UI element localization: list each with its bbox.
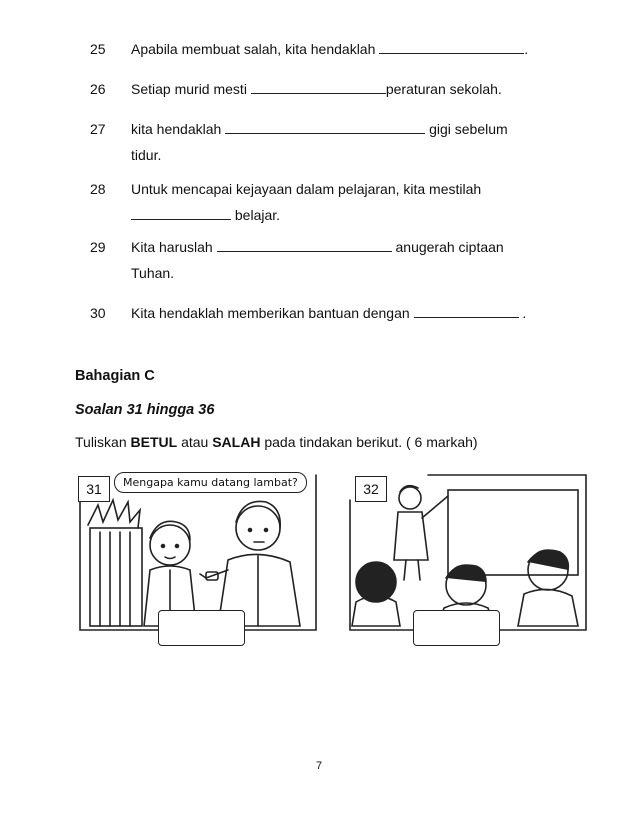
instruction: Tuliskan BETUL atau SALAH pada tindakan berikut. ( 6 markah) [75,434,478,450]
answer-blank[interactable] [225,118,425,134]
answer-box-31[interactable] [158,610,245,646]
question-number: 28 [90,181,106,197]
picture-number: 31 [78,476,110,502]
question-text: Setiap murid mesti peraturan sekolah. [131,76,551,102]
question-text: Untuk mencapai kejayaan dalam pelajaran, kita mestilah belajar. [131,181,482,223]
answer-box-32[interactable] [413,610,500,646]
question-number: 27 [90,121,106,137]
question-text: Apabila membuat salah, kita hendaklah . [131,36,561,62]
answer-blank[interactable] [414,302,519,318]
picture-number: 32 [355,476,387,502]
answer-blank[interactable] [251,78,386,94]
answer-blank[interactable] [379,38,524,54]
question-number: 26 [90,81,106,97]
question-number: 30 [90,305,106,321]
section-title: Bahagian C [75,368,155,384]
question-text: Kita hendaklah memberikan bantuan dengan . [131,300,571,326]
picture-32 [348,470,588,645]
picture-31 [78,470,318,645]
page-number: 7 [315,760,323,772]
speech-bubble: Mengapa kamu datang lambat? [114,472,307,493]
question-text: kita hendaklah gigi sebelum tidur. [131,116,531,168]
answer-blank[interactable] [217,236,392,252]
section-subtitle: Soalan 31 hingga 36 [75,402,215,418]
question-number: 25 [90,41,106,57]
question-text: Kita haruslah anugerah ciptaan Tuhan. [131,234,521,286]
question-number: 29 [90,239,106,255]
answer-blank[interactable] [131,204,231,220]
